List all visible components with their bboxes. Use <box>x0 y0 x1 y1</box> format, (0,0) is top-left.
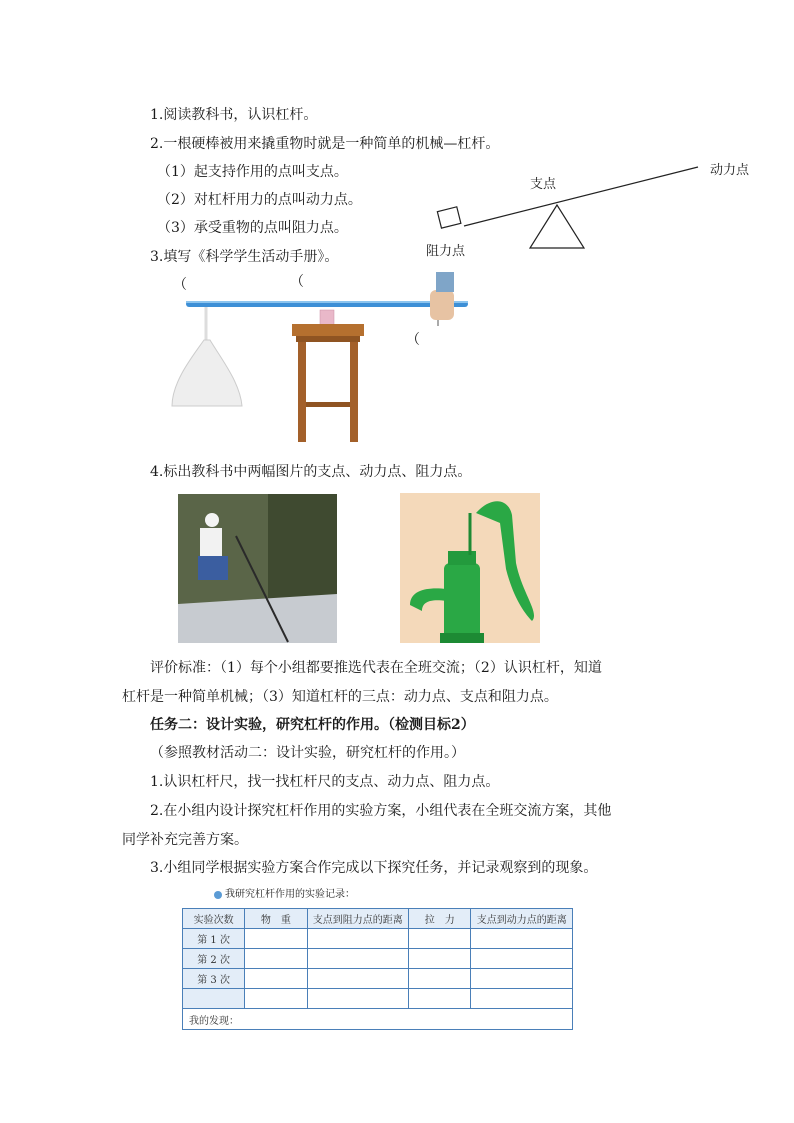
step-2-line-1: 2.在小组内设计探究杠杆作用的实验方案，小组代表在全班交流方案，其他 <box>150 803 612 819</box>
header-fulcrum-load-distance: 支点到阻力点的距离 <box>307 909 409 929</box>
finding-cell[interactable]: 我的发现： <box>183 1009 573 1030</box>
step-2-line-2: 同学补充完善方案。 <box>122 832 248 848</box>
table-row <box>183 949 573 969</box>
instruction-4: 4.标出教科书中两幅图片的支点、动力点、阻力点。 <box>150 464 472 480</box>
row-label: 第 1 次 <box>183 929 245 949</box>
header-trial: 实验次数 <box>183 909 245 929</box>
load-box <box>437 207 461 228</box>
evaluation-line-1: 评价标准：（1）每个小组都要推选代表在全班交流；（2）认识杠杆，知道 <box>150 660 602 676</box>
table-header-row <box>183 909 573 929</box>
table-cell[interactable] <box>307 929 409 949</box>
table-cell[interactable] <box>307 969 409 989</box>
table-cell[interactable] <box>471 929 573 949</box>
table-cell[interactable] <box>471 989 573 1009</box>
small-weight <box>320 310 334 326</box>
definition-effort: （2）对杠杆用力的点叫动力点。 <box>157 192 362 208</box>
table-cell[interactable] <box>409 989 471 1009</box>
table-cell[interactable] <box>409 969 471 989</box>
evaluation-line-2: 杠杆是一种简单机械；（3）知道杠杆的三点：动力点、支点和阻力点。 <box>122 689 558 705</box>
instruction-1: 1.阅读教科书，认识杠杆。 <box>150 107 318 123</box>
row-label: 第 2 次 <box>183 949 245 969</box>
load-label: 阻力点 <box>426 244 466 259</box>
worker-crowbar-photo <box>178 494 337 643</box>
definition-load: （3）承受重物的点叫阻力点。 <box>157 220 348 236</box>
reference-note: （参照教材活动二：设计实验，研究杠杆的作用。） <box>150 745 465 761</box>
table-cell[interactable] <box>409 949 471 969</box>
table-cell[interactable] <box>307 949 409 969</box>
fulcrum-label: 支点 <box>530 177 557 192</box>
definition-fulcrum: （1）起支持作用的点叫支点。 <box>157 164 348 180</box>
table-cell[interactable] <box>245 949 307 969</box>
table-cell[interactable] <box>409 929 471 949</box>
instruction-3: 3.填写《科学学生活动手册》。 <box>150 249 339 265</box>
header-pull-force: 拉 力 <box>409 909 471 929</box>
water-pump-photo <box>400 493 540 643</box>
row-label: 第 3 次 <box>183 969 245 989</box>
task-2-heading: 任务二：设计实验，研究杠杆的作用。（检测目标2） <box>150 717 475 733</box>
table-row <box>183 929 573 949</box>
experiment-record-table <box>182 908 573 1030</box>
record-title <box>214 886 355 904</box>
table-cell[interactable] <box>307 989 409 1009</box>
table-cell[interactable] <box>245 989 307 1009</box>
photo-bracket-middle: （ <box>290 274 304 290</box>
record-title-text: 我研究杠杆作用的实验记录： <box>225 889 355 900</box>
table-cell[interactable] <box>471 969 573 989</box>
lever-stool-photo <box>152 272 492 448</box>
instruction-2: 2.一根硬棒被用来撬重物时就是一种简单的机械—杠杆。 <box>150 136 500 152</box>
header-weight: 物 重 <box>245 909 307 929</box>
sand-bag <box>172 340 242 406</box>
step-1: 1.认识杠杆尺，找一找杠杆尺的支点、动力点、阻力点。 <box>150 774 500 790</box>
table-cell[interactable] <box>245 929 307 949</box>
step-3: 3.小组同学根据实验方案合作完成以下探究任务，并记录观察到的现象。 <box>150 860 598 876</box>
photo-bracket-right: （ <box>406 332 420 348</box>
finding-row <box>183 1009 573 1030</box>
bullet-dot-icon <box>214 891 222 899</box>
table-cell[interactable] <box>471 949 573 969</box>
hand <box>430 290 454 320</box>
header-fulcrum-effort-distance: 支点到动力点的距离 <box>471 909 573 929</box>
effort-label: 动力点 <box>710 163 750 178</box>
table-row <box>183 969 573 989</box>
table-cell[interactable] <box>245 969 307 989</box>
photo-bracket-left: （ <box>173 277 187 293</box>
row-label <box>183 989 245 1009</box>
stool-top <box>292 324 364 336</box>
fulcrum-triangle <box>530 205 584 248</box>
table-row <box>183 989 573 1009</box>
lever-bar <box>464 167 698 226</box>
